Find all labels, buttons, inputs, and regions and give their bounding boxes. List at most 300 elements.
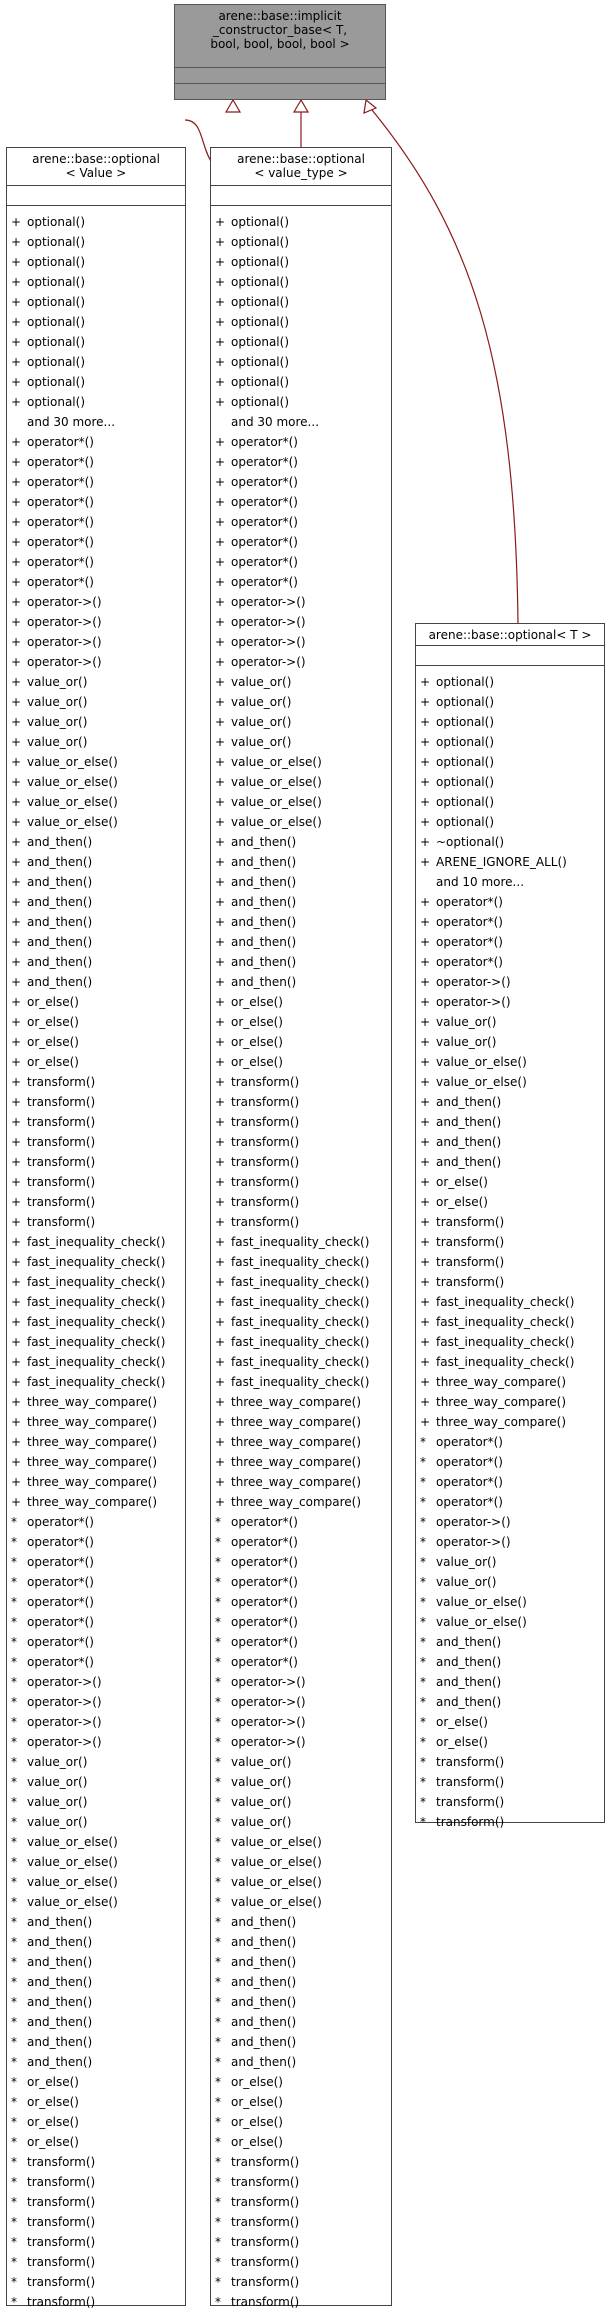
operation-name: transform() — [436, 1215, 505, 1229]
operation-item[interactable] — [416, 972, 604, 992]
operation-item[interactable] — [7, 772, 185, 792]
visibility-marker: * — [420, 1615, 426, 1629]
operation-item[interactable] — [7, 1032, 185, 1052]
operation-item[interactable] — [7, 1172, 185, 1192]
operation-item[interactable] — [211, 1832, 391, 1852]
operation-item[interactable] — [7, 1972, 185, 1992]
operation-item[interactable] — [7, 552, 185, 572]
operation-item[interactable] — [211, 352, 391, 372]
operation-item[interactable] — [211, 1432, 391, 1452]
operation-item[interactable] — [211, 372, 391, 392]
operation-item[interactable] — [416, 892, 604, 912]
operation-item[interactable] — [211, 572, 391, 592]
operation-item[interactable] — [211, 1572, 391, 1592]
visibility-marker: * — [215, 1935, 221, 1949]
operation-item[interactable] — [211, 1332, 391, 1352]
operation-item[interactable] — [7, 1132, 185, 1152]
operation-item[interactable] — [416, 1272, 604, 1292]
operation-item[interactable] — [7, 1832, 185, 1852]
operation-item[interactable] — [416, 1672, 604, 1692]
operation-item[interactable] — [211, 1152, 391, 1172]
class-optional-value-type[interactable] — [210, 147, 392, 2309]
operation-item[interactable] — [7, 1992, 185, 2012]
operation-item[interactable] — [7, 1112, 185, 1132]
operation-item[interactable] — [211, 732, 391, 752]
operation-item[interactable] — [211, 1792, 391, 1812]
operation-item[interactable] — [416, 1792, 604, 1812]
operation-item[interactable] — [416, 1012, 604, 1032]
operation-item[interactable] — [211, 1892, 391, 1912]
operation-item[interactable] — [7, 1692, 185, 1712]
operation-item[interactable] — [7, 2232, 185, 2252]
operation-item[interactable] — [7, 2192, 185, 2212]
visibility-marker: * — [420, 1635, 426, 1649]
visibility-marker: + — [420, 1255, 431, 1269]
operation-item[interactable] — [211, 2172, 391, 2192]
operation-item[interactable] — [416, 992, 604, 1012]
operation-item[interactable] — [211, 1952, 391, 1972]
operation-item[interactable] — [416, 1592, 604, 1612]
operation-item[interactable] — [416, 1732, 604, 1752]
class-optional-value[interactable] — [6, 147, 186, 2309]
operation-item[interactable] — [211, 952, 391, 972]
operation-item[interactable] — [211, 2032, 391, 2052]
operation-item[interactable] — [7, 1852, 185, 1872]
operation-item[interactable] — [7, 2272, 185, 2292]
operation-item[interactable] — [211, 892, 391, 912]
operation-item[interactable] — [416, 692, 604, 712]
operation-item[interactable] — [7, 1812, 185, 1832]
operation-item[interactable] — [211, 1052, 391, 1072]
operation-item[interactable] — [211, 1912, 391, 1932]
operation-item[interactable] — [7, 1872, 185, 1892]
operation-item[interactable] — [211, 792, 391, 812]
operation-item[interactable] — [7, 2172, 185, 2192]
operation-item[interactable] — [7, 2152, 185, 2172]
operation-item[interactable] — [211, 2052, 391, 2072]
operation-item[interactable] — [7, 512, 185, 532]
operation-item[interactable] — [7, 1092, 185, 1112]
operation-item[interactable] — [7, 1592, 185, 1612]
operation-item[interactable] — [7, 1012, 185, 1032]
operation-item[interactable] — [416, 792, 604, 812]
visibility-marker: * — [11, 1655, 17, 1669]
operation-item[interactable] — [7, 1712, 185, 1732]
operation-item[interactable] — [211, 1932, 391, 1952]
operation-item[interactable] — [7, 872, 185, 892]
operation-item[interactable] — [211, 2012, 391, 2032]
operation-item[interactable] — [416, 1532, 604, 1552]
operation-item[interactable] — [7, 532, 185, 552]
operation-item[interactable] — [7, 2032, 185, 2052]
operation-item[interactable] — [7, 1552, 185, 1572]
visibility-marker: + — [420, 1015, 431, 1029]
operation-item[interactable] — [7, 2072, 185, 2092]
operation-item[interactable] — [416, 912, 604, 932]
operation-item[interactable] — [416, 772, 604, 792]
operation-item[interactable] — [211, 2292, 391, 2312]
operation-name: operator*() — [27, 1615, 94, 1629]
operation-item[interactable] — [7, 1192, 185, 1212]
base-class-implicit-constructor-base[interactable] — [174, 4, 386, 100]
operation-item[interactable] — [416, 1232, 604, 1252]
operation-item[interactable] — [211, 1472, 391, 1492]
operation-item[interactable] — [7, 1912, 185, 1932]
operation-item[interactable] — [211, 512, 391, 532]
visibility-marker: * — [215, 1995, 221, 2009]
operation-item[interactable] — [211, 1592, 391, 1612]
operation-item[interactable] — [211, 1532, 391, 1552]
operation-item[interactable] — [7, 292, 185, 312]
operation-name: and_then() — [436, 1155, 502, 1169]
operation-item[interactable] — [7, 1932, 185, 1952]
operation-item[interactable] — [211, 1232, 391, 1252]
operation-item[interactable] — [7, 372, 185, 392]
operation-item[interactable] — [211, 752, 391, 772]
operation-item[interactable] — [7, 612, 185, 632]
operation-item[interactable] — [211, 1672, 391, 1692]
operation-item[interactable] — [211, 1312, 391, 1332]
operation-item[interactable] — [7, 892, 185, 912]
operation-item[interactable] — [211, 2152, 391, 2172]
operation-item[interactable] — [416, 1692, 604, 1712]
operation-item[interactable] — [211, 812, 391, 832]
operation-item[interactable] — [211, 1172, 391, 1192]
operation-item[interactable] — [211, 332, 391, 352]
operation-item[interactable] — [7, 492, 185, 512]
visibility-marker: + — [11, 235, 22, 249]
operation-item[interactable] — [416, 1332, 604, 1352]
operation-item[interactable] — [7, 2212, 185, 2232]
operation-item[interactable] — [7, 632, 185, 652]
operation-item[interactable] — [211, 1552, 391, 1572]
visibility-marker: + — [215, 755, 226, 769]
operation-item[interactable] — [211, 1992, 391, 2012]
operation-item[interactable] — [211, 1272, 391, 1292]
operation-item[interactable] — [7, 1632, 185, 1652]
operation-item[interactable] — [416, 1032, 604, 1052]
operation-item[interactable] — [416, 1132, 604, 1152]
operation-item[interactable] — [7, 452, 185, 472]
operation-item[interactable] — [7, 752, 185, 772]
operation-item[interactable] — [211, 1372, 391, 1392]
operation-item[interactable] — [211, 1012, 391, 1032]
operation-item[interactable] — [7, 672, 185, 692]
operation-item[interactable] — [211, 1132, 391, 1152]
operation-item[interactable] — [7, 1892, 185, 1912]
operation-item[interactable] — [211, 1492, 391, 1512]
operation-item[interactable] — [7, 212, 185, 232]
operation-item[interactable] — [416, 672, 604, 692]
operation-item[interactable] — [211, 1292, 391, 1312]
operation-item[interactable] — [416, 1512, 604, 1532]
operation-item[interactable] — [211, 232, 391, 252]
operation-item[interactable] — [416, 1092, 604, 1112]
operation-item[interactable] — [7, 352, 185, 372]
operation-item[interactable] — [416, 1292, 604, 1312]
operation-item[interactable] — [211, 1652, 391, 1672]
operation-item[interactable] — [211, 1392, 391, 1412]
operation-item[interactable] — [7, 1612, 185, 1632]
operation-item[interactable] — [211, 472, 391, 492]
operation-item[interactable] — [211, 1972, 391, 1992]
operation-item[interactable] — [211, 1632, 391, 1652]
operation-item[interactable] — [7, 1312, 185, 1332]
operation-item[interactable] — [211, 312, 391, 332]
operation-item[interactable] — [211, 972, 391, 992]
operation-item[interactable] — [416, 932, 604, 952]
operation-item[interactable] — [7, 1392, 185, 1412]
operation-item[interactable] — [7, 2052, 185, 2072]
operation-item[interactable] — [416, 1172, 604, 1192]
operation-item[interactable] — [416, 1252, 604, 1272]
operation-item[interactable] — [211, 692, 391, 712]
operation-item[interactable] — [7, 1432, 185, 1452]
operation-item[interactable] — [7, 1332, 185, 1352]
operation-item[interactable] — [211, 452, 391, 472]
operation-item[interactable] — [7, 1292, 185, 1312]
operation-item[interactable] — [7, 1732, 185, 1752]
operation-item[interactable] — [7, 1572, 185, 1592]
operation-name: or_else() — [436, 1715, 488, 1729]
operation-item[interactable] — [416, 732, 604, 752]
operation-item[interactable] — [211, 1452, 391, 1472]
operation-item[interactable] — [211, 492, 391, 512]
operation-item[interactable] — [211, 552, 391, 572]
operation-item[interactable] — [7, 592, 185, 612]
operation-item[interactable] — [7, 252, 185, 272]
operation-item[interactable] — [7, 692, 185, 712]
operation-item[interactable] — [211, 392, 391, 412]
operation-item[interactable] — [211, 672, 391, 692]
operation-item[interactable] — [416, 1052, 604, 1072]
operation-item[interactable] — [7, 1452, 185, 1472]
operation-item[interactable] — [7, 1412, 185, 1432]
operation-item[interactable] — [7, 1652, 185, 1672]
operation-item[interactable] — [211, 2252, 391, 2272]
operation-item[interactable] — [211, 292, 391, 312]
operation-item[interactable] — [7, 392, 185, 412]
operation-item[interactable] — [211, 1812, 391, 1832]
operation-item[interactable] — [211, 1352, 391, 1372]
operation-item[interactable] — [211, 612, 391, 632]
operation-item[interactable] — [7, 1512, 185, 1532]
operation-item[interactable] — [7, 2132, 185, 2152]
operation-item[interactable] — [7, 2092, 185, 2112]
operation-item[interactable] — [211, 1852, 391, 1872]
operation-item[interactable] — [211, 772, 391, 792]
operation-item[interactable] — [7, 2112, 185, 2132]
operation-item[interactable] — [7, 572, 185, 592]
operation-item[interactable] — [7, 1952, 185, 1972]
operation-item[interactable] — [416, 1612, 604, 1632]
visibility-marker: * — [215, 2035, 221, 2049]
visibility-marker: * — [11, 2075, 17, 2089]
operation-item[interactable] — [416, 1312, 604, 1332]
operation-item[interactable] — [7, 332, 185, 352]
operation-item[interactable] — [211, 272, 391, 292]
operation-item[interactable] — [211, 1712, 391, 1732]
operation-item[interactable] — [7, 792, 185, 812]
operation-name: ~optional() — [436, 835, 505, 849]
class-optional-t[interactable] — [415, 623, 605, 1829]
operation-item[interactable] — [7, 832, 185, 852]
operation-item[interactable] — [7, 1752, 185, 1772]
operation-item[interactable] — [7, 1492, 185, 1512]
operation-item[interactable] — [7, 1792, 185, 1812]
operation-item[interactable] — [7, 652, 185, 672]
operation-name: transform() — [27, 2195, 96, 2209]
operation-item[interactable] — [7, 1272, 185, 1292]
operation-item[interactable] — [211, 1732, 391, 1752]
operation-item[interactable] — [211, 2092, 391, 2112]
operation-item[interactable] — [416, 1552, 604, 1572]
operation-item[interactable] — [7, 1532, 185, 1552]
operation-item[interactable] — [416, 1352, 604, 1372]
operation-item[interactable] — [211, 2272, 391, 2292]
operation-item[interactable] — [416, 1772, 604, 1792]
operation-item[interactable] — [211, 1692, 391, 1712]
operation-item[interactable] — [211, 932, 391, 952]
operation-name: or_else() — [27, 2135, 79, 2149]
operation-name: optional() — [231, 275, 289, 289]
operation-item[interactable] — [7, 1212, 185, 1232]
operation-item[interactable] — [416, 1752, 604, 1772]
operation-item[interactable] — [211, 1412, 391, 1432]
operation-item[interactable] — [211, 2072, 391, 2092]
operation-item[interactable] — [211, 712, 391, 732]
operation-item[interactable] — [416, 1212, 604, 1232]
operation-item[interactable] — [211, 2192, 391, 2212]
operation-item[interactable] — [7, 272, 185, 292]
operation-item[interactable] — [211, 2212, 391, 2232]
operation-item[interactable] — [416, 1152, 604, 1172]
operation-item[interactable] — [211, 212, 391, 232]
visibility-marker: * — [11, 2095, 17, 2109]
operation-item[interactable] — [416, 1472, 604, 1492]
operation-item[interactable] — [211, 652, 391, 672]
operation-item[interactable] — [7, 1232, 185, 1252]
operation-name: transform() — [27, 1095, 96, 1109]
operation-item[interactable] — [416, 1432, 604, 1452]
operation-item[interactable] — [416, 1712, 604, 1732]
operation-item[interactable] — [416, 1392, 604, 1412]
operation-item[interactable] — [416, 812, 604, 832]
operation-item[interactable] — [416, 852, 604, 872]
operation-item[interactable] — [7, 932, 185, 952]
operation-item[interactable] — [211, 1032, 391, 1052]
operation-item[interactable] — [7, 312, 185, 332]
visibility-marker: * — [215, 1535, 221, 1549]
visibility-marker: + — [215, 1395, 226, 1409]
operation-item[interactable] — [7, 1372, 185, 1392]
operation-item[interactable] — [416, 1412, 604, 1432]
operation-item[interactable] — [7, 1152, 185, 1172]
operation-item[interactable] — [211, 912, 391, 932]
operation-item[interactable] — [211, 852, 391, 872]
operation-item[interactable] — [7, 432, 185, 452]
operation-item[interactable] — [7, 852, 185, 872]
operation-item[interactable] — [211, 1112, 391, 1132]
operation-item[interactable] — [211, 252, 391, 272]
operation-item[interactable] — [7, 472, 185, 492]
operation-item[interactable] — [416, 752, 604, 772]
operation-item[interactable] — [7, 1072, 185, 1092]
operation-item[interactable] — [7, 912, 185, 932]
operation-item[interactable] — [7, 992, 185, 1012]
operation-item[interactable] — [416, 1812, 604, 1832]
operation-item[interactable] — [416, 1072, 604, 1092]
operation-name: value_or() — [27, 715, 88, 729]
operation-item[interactable] — [416, 712, 604, 732]
operation-item[interactable] — [211, 1092, 391, 1112]
operation-item[interactable] — [7, 1472, 185, 1492]
operation-item[interactable] — [7, 712, 185, 732]
visibility-marker: + — [11, 1315, 22, 1329]
operation-item[interactable] — [7, 2252, 185, 2272]
operation-item[interactable] — [7, 1352, 185, 1372]
operation-item[interactable] — [211, 992, 391, 1012]
operation-item[interactable] — [7, 812, 185, 832]
operation-item[interactable] — [211, 1072, 391, 1092]
operation-name: transform() — [27, 1195, 96, 1209]
operation-item[interactable] — [211, 2112, 391, 2132]
operation-item[interactable] — [416, 1452, 604, 1472]
operation-item[interactable] — [416, 832, 604, 852]
operation-item[interactable] — [416, 952, 604, 972]
operation-item[interactable] — [211, 1512, 391, 1532]
operation-item[interactable] — [211, 832, 391, 852]
operation-item[interactable] — [211, 1192, 391, 1212]
visibility-marker: * — [215, 2295, 221, 2309]
operation-item[interactable] — [7, 1772, 185, 1792]
operation-item[interactable] — [211, 1612, 391, 1632]
operation-item[interactable] — [211, 872, 391, 892]
operation-item[interactable] — [416, 1112, 604, 1132]
operation-item[interactable] — [7, 1252, 185, 1272]
operation-item[interactable] — [7, 972, 185, 992]
operation-item[interactable] — [211, 1752, 391, 1772]
operation-item[interactable] — [7, 952, 185, 972]
operation-item[interactable] — [7, 232, 185, 252]
operation-item[interactable] — [416, 1572, 604, 1592]
visibility-marker: + — [420, 1115, 431, 1129]
operation-item[interactable] — [416, 1492, 604, 1512]
operation-item[interactable] — [211, 592, 391, 612]
operation-item[interactable] — [211, 1872, 391, 1892]
operation-item[interactable] — [7, 1052, 185, 1072]
visibility-marker: * — [11, 1555, 17, 1569]
operation-item[interactable] — [416, 1192, 604, 1212]
operation-item[interactable] — [211, 2132, 391, 2152]
operation-item[interactable] — [416, 1632, 604, 1652]
operation-item[interactable] — [416, 1652, 604, 1672]
operation-item[interactable] — [7, 732, 185, 752]
operation-item[interactable] — [416, 1372, 604, 1392]
operation-item[interactable] — [7, 2012, 185, 2032]
operation-item[interactable] — [211, 632, 391, 652]
operation-item[interactable] — [211, 1212, 391, 1232]
operation-name: fast_inequality_check() — [27, 1315, 166, 1329]
operation-item[interactable] — [211, 532, 391, 552]
operation-item[interactable] — [211, 2232, 391, 2252]
operation-item[interactable] — [7, 1672, 185, 1692]
visibility-marker: + — [215, 915, 226, 929]
operation-item[interactable] — [211, 432, 391, 452]
operation-item[interactable] — [7, 2292, 185, 2312]
operation-item[interactable] — [211, 1772, 391, 1792]
operation-item[interactable] — [211, 1252, 391, 1272]
